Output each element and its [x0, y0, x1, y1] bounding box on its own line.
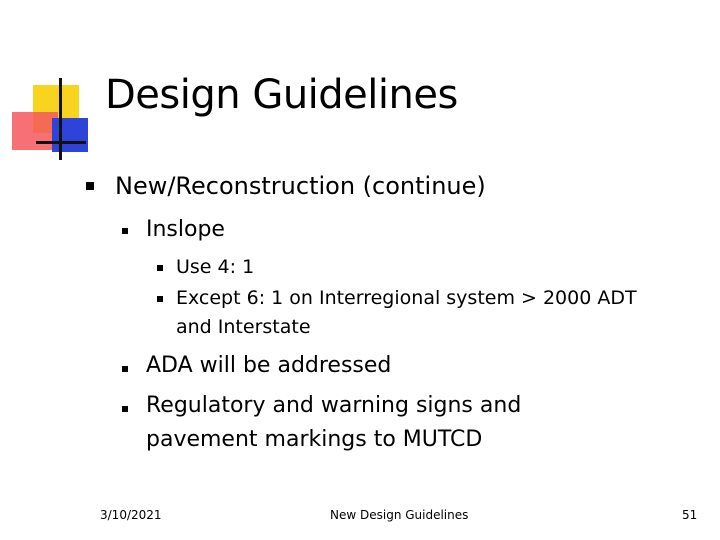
bullet-ada-text: ADA will be addressed	[146, 353, 392, 378]
bullet-inslope-text: Inslope	[146, 217, 225, 242]
bullet-except-line1: Except 6: 1 on Interregional system > 2000 ADT	[176, 287, 637, 309]
logo-blue-square	[52, 118, 88, 152]
logo-horizontal-accent	[36, 141, 86, 144]
logo-vertical-line	[59, 78, 62, 160]
bullet-square-icon	[157, 265, 163, 271]
bullet-use-text: Use 4: 1	[176, 256, 255, 278]
bullet-square-icon	[157, 296, 163, 302]
slide-title: Design Guidelines	[105, 72, 458, 118]
footer-date: 3/10/2021	[100, 508, 162, 522]
bullet-regulatory-line2: pavement markings to MUTCD	[146, 427, 483, 452]
bullet-square-icon	[122, 366, 128, 372]
bullet-square-icon	[122, 228, 128, 234]
footer-page-number: 51	[682, 508, 698, 522]
bullet-level1-text: New/Reconstruction (continue)	[115, 172, 486, 200]
bullet-square-icon	[122, 406, 128, 412]
bullet-except-line2: and Interstate	[176, 316, 311, 338]
bullet-square-icon	[86, 182, 94, 190]
bullet-regulatory-line1: Regulatory and warning signs and	[146, 393, 522, 418]
footer-title: New Design Guidelines	[330, 508, 469, 522]
